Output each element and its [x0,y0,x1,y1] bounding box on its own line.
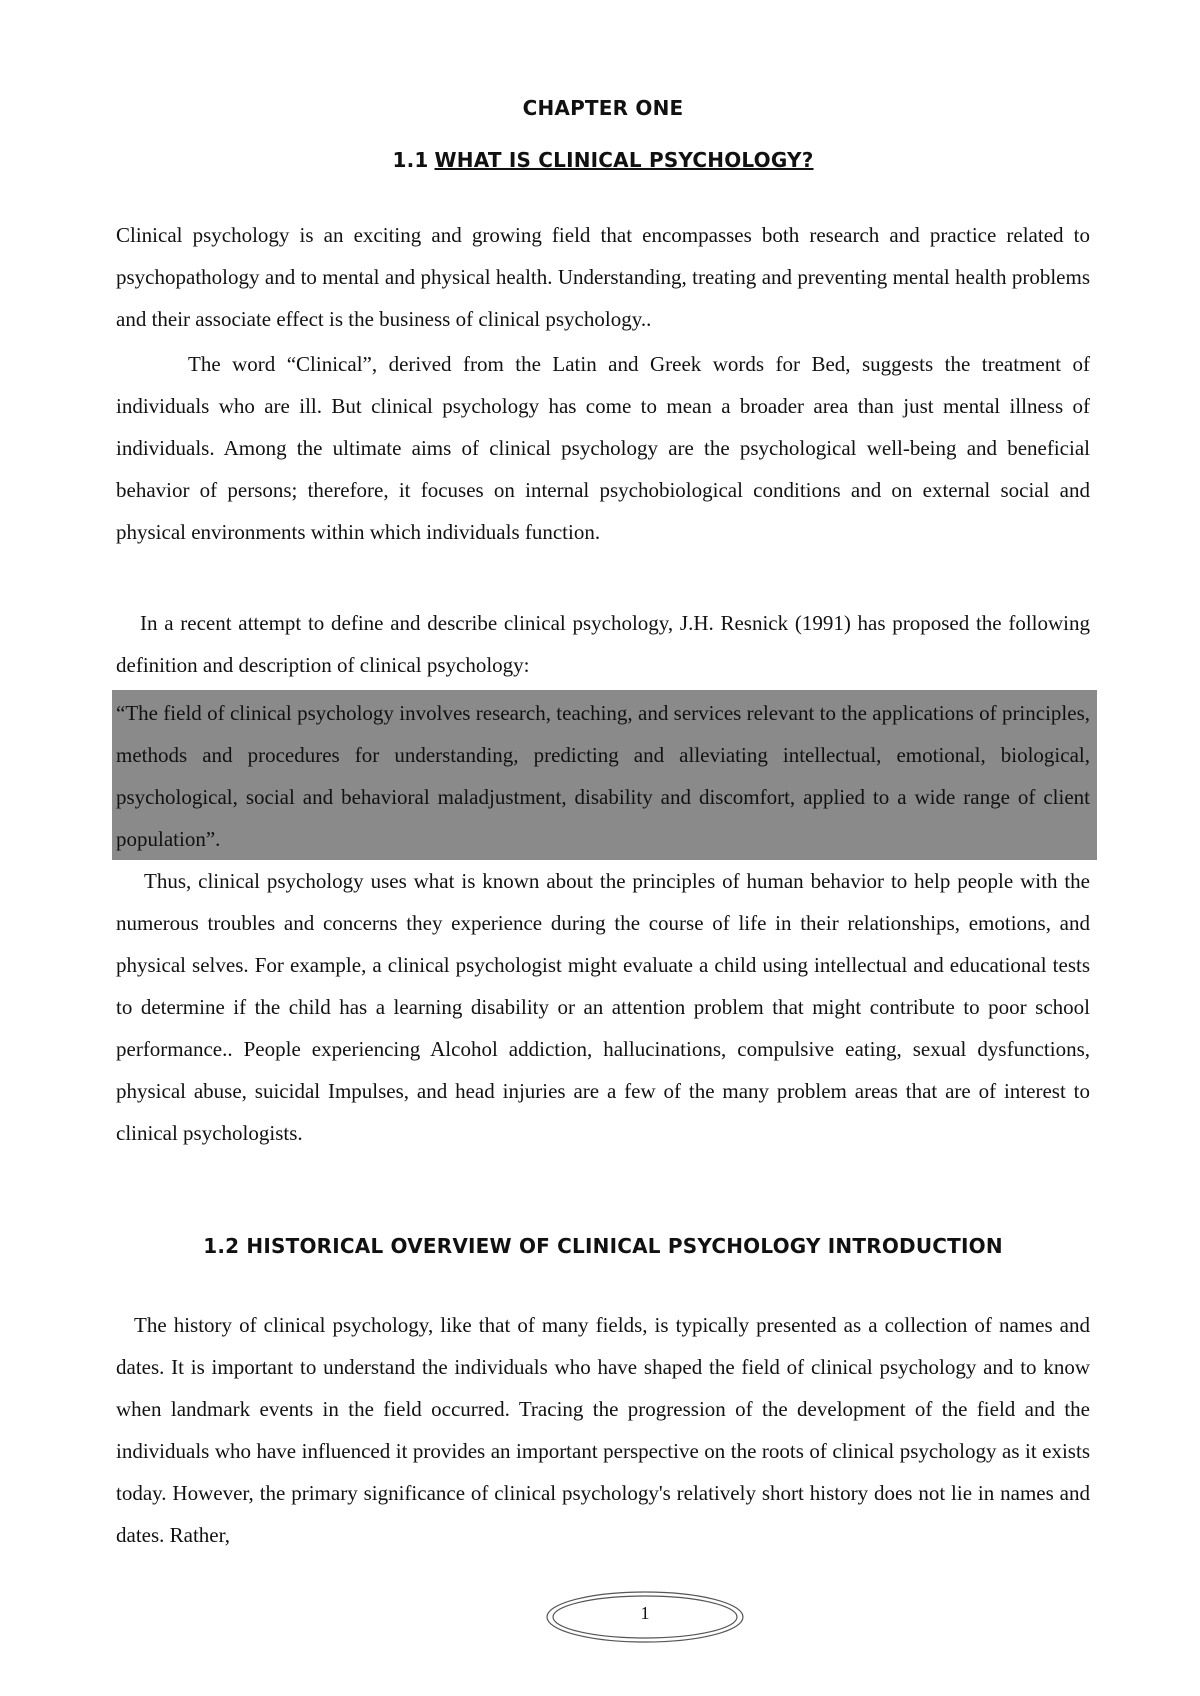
quote-resnick: “The field of clinical psychology involves research, teaching, and services relevant to the applications of principles, methods and procedures for understanding, predicting and alleviating intellectual, emotional, biological, psychological, social and behavioral maladjustment, disability and discomfort, applied to a wide range of client population”. [116,701,1090,851]
paragraph-history: The history of clinical psychology, like that of many fields, is typically presented as a collection of names and dates. It is important to understand the individuals who have shaped the field of clinical psychology and to know when landmark events in the field occurred. Tracing the progression of the development of the field and the individuals who have influenced it provides an important perspective on the roots of clinical psychology as it exists today. However, the primary significance of clinical psychology's relatively short history does not lie in names and dates. Rather, [116,1313,1090,1547]
section-2-heading: 1.2 HISTORICAL OVERVIEW OF CLINICAL PSYCHOLOGY INTRODUCTION [203,1234,1003,1258]
chapter-title: CHAPTER ONE [522,96,684,120]
paragraph-word-clinical: The word “Clinical”, derived from the Latin and Greek words for Bed, suggests the treatment of individuals who are ill. But clinical psychology has come to mean a broader area than just mental illness of individuals. Among the ultimate aims of clinical psychology are the psychological well-being and beneficial behavior of persons; therefore, it focuses on internal psychobiological conditions and on external social and physical environments within which individuals function. [116,352,1090,544]
section-1-title: WHAT IS CLINICAL PSYCHOLOGY? [434,148,814,172]
paragraph-intro: Clinical psychology is an exciting and growing field that encompasses both research and practice related to psychopathology and to mental and physical health. Understanding, treating and preventing mental health problems and their associate effect is the business of clinical psychology.. [116,223,1090,331]
section-1-number: 1.1 [392,148,429,172]
paragraph-resnick-definition: In a recent attempt to define and describe clinical psychology, J.H. Resnick (1991) has proposed the following definition and description of clinical psychology: [116,611,1090,677]
section-1-heading [116,148,1090,172]
page-number-frame [540,1587,750,1647]
paragraph-principles: Thus, clinical psychology uses what is known about the principles of human behavior to help people with the numerous troubles and concerns they experience during the course of life in their relationships, emotions, and physical selves. For example, a clinical psychologist might evaluate a child using intellectual and educational tests to determine if the child has a learning disability or an attention problem that might contribute to poor school performance.. People experiencing Alcohol addiction, hallucinations, compulsive eating, sexual dysfunctions, physical abuse, suicidal Impulses, and head injuries are a few of the many problem areas that are of interest to clinical psychologists. [116,869,1090,1145]
page-number: 1 [640,1603,650,1623]
